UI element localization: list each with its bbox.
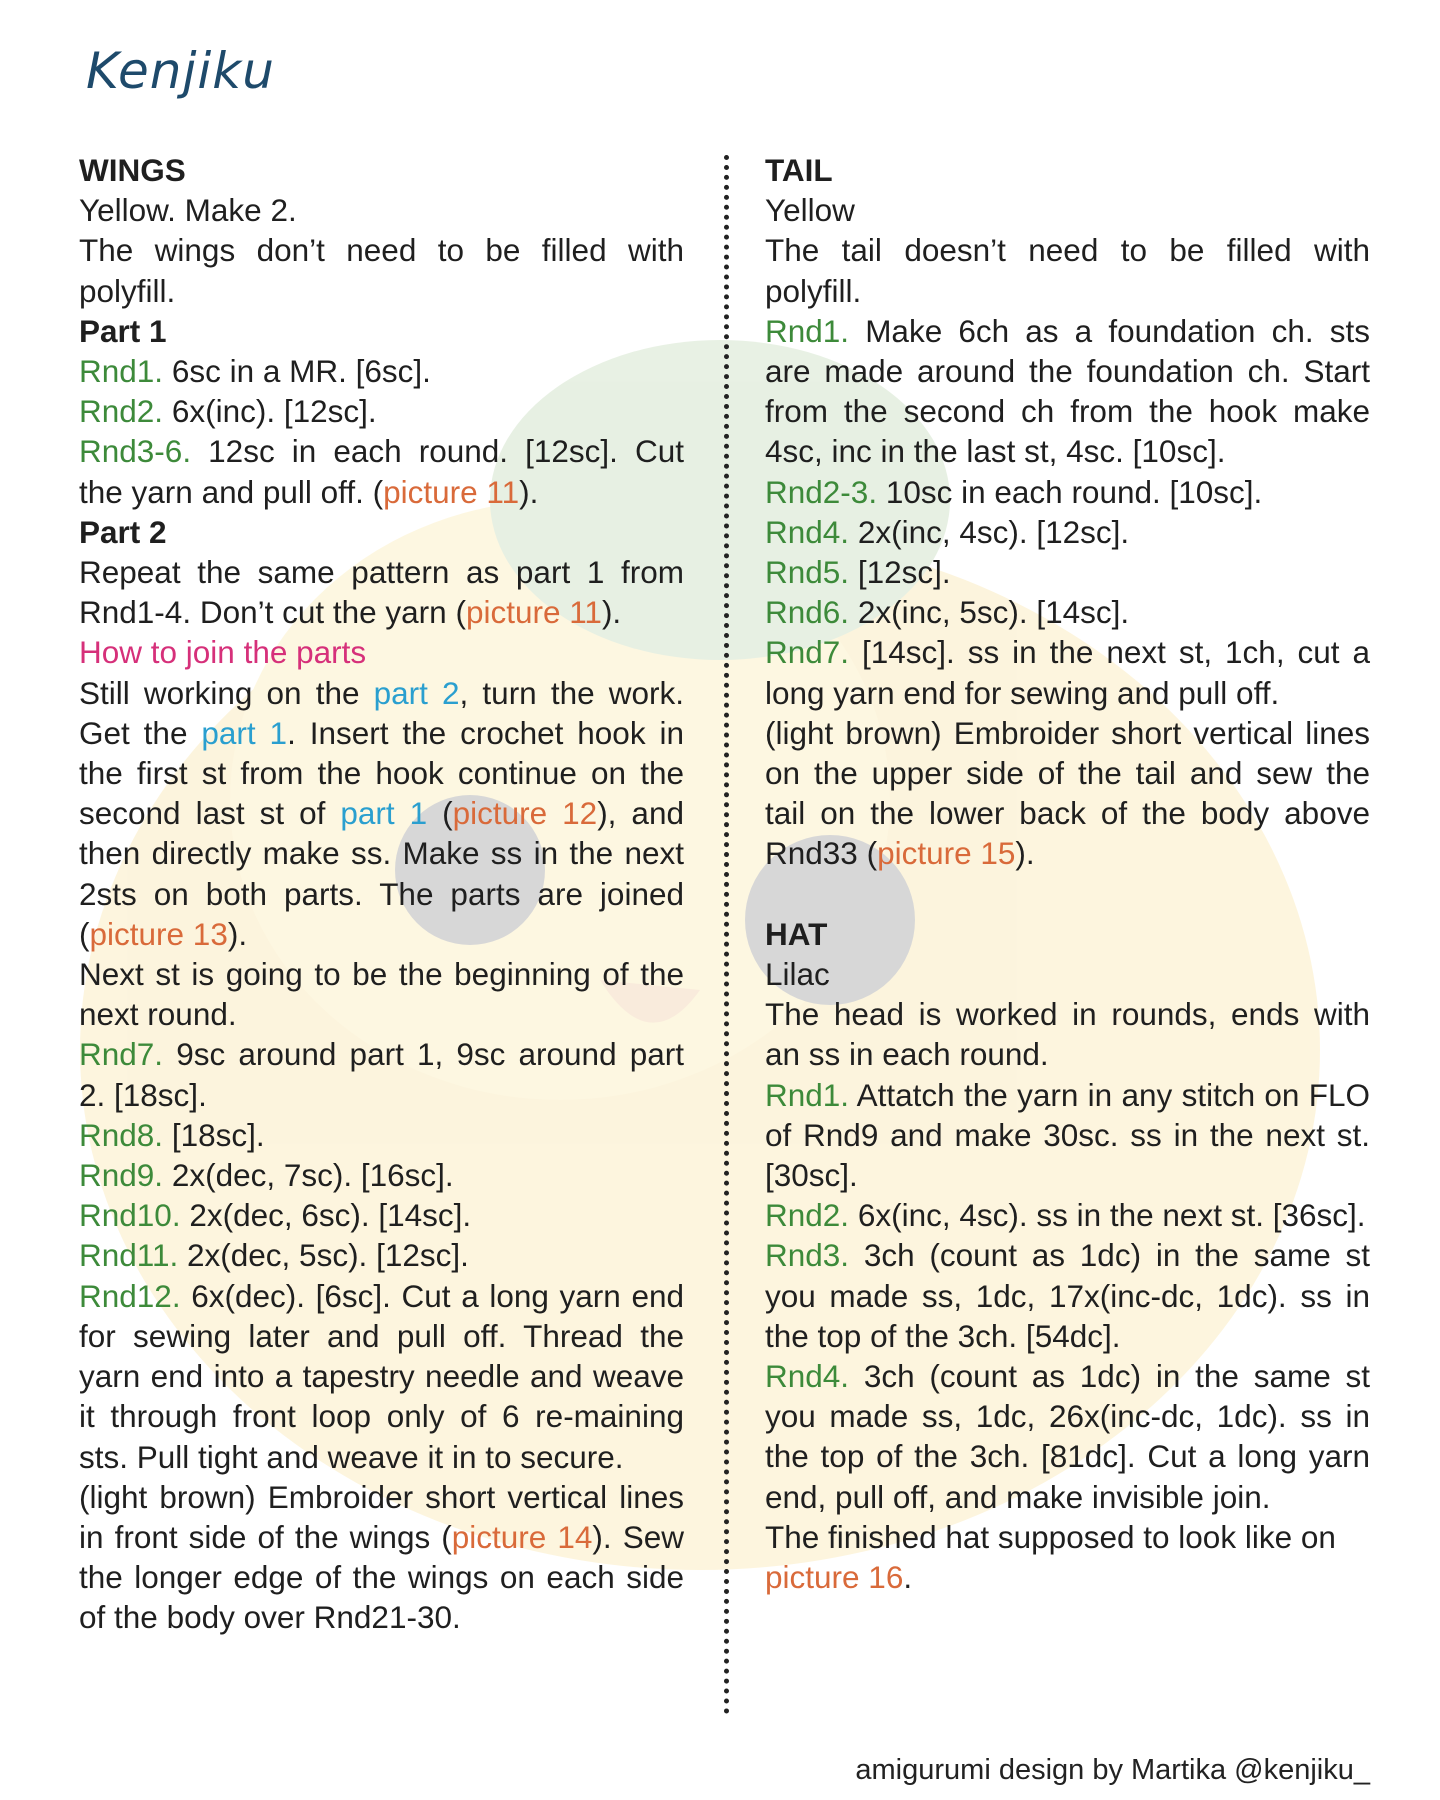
wings-round [79,1276,684,1477]
join-text: ( [427,795,453,832]
embroider-text: ). [1015,835,1035,872]
round-label: Rnd4. [765,513,850,550]
picture-reference: picture 15 [877,835,1016,872]
round-label: Rnd6. [765,594,850,631]
wings-section [79,150,684,1638]
part-reference: part 1 [201,714,288,751]
hat-round [765,1075,1370,1196]
designer-credit: amigurumi design by Martika @kenjiku_ [855,1754,1370,1786]
round-text: 2x(inc, 5sc). [14sc]. [849,594,1130,631]
finish-text: The finished hat supposed to look like on [765,1518,1336,1555]
wings-round [79,1195,684,1235]
join-title: How to join the parts [79,634,367,671]
wings-title: WINGS [79,152,186,188]
hat-round [765,1195,1370,1235]
picture-reference: picture 13 [89,915,228,952]
round-label: Rnd5. [765,554,850,591]
tail-note: The tail doesn’t need to be filled with polyfill. [765,232,1370,309]
round-text: 2x(dec, 7sc). [16sc]. [163,1157,454,1194]
round-text: 2x(inc, 4sc). [12sc]. [849,513,1130,550]
round-label: Rnd2. [79,393,164,430]
wings-round [79,1155,684,1195]
hat-note: The head is worked in rounds, ends with an ss in each round. [765,996,1370,1073]
wings-round [79,431,684,511]
tail-title: TAIL [765,152,833,188]
round-text: Make 6ch as a foundation ch. sts are made around the foundation ch. Start from the second ch from the hook make 4sc, inc in the last st, 4sc. [10sc]. [765,312,1370,470]
round-text: 2x(dec, 5sc). [12sc]. [178,1237,469,1274]
brand-logo: Kenjiku [86,42,275,100]
wings-round [79,391,684,431]
wings-note: The wings don’t need to be filled with polyfill. [79,232,684,309]
hat-round [765,1235,1370,1356]
round-text: [12sc]. [849,554,951,591]
column-divider [724,155,729,1715]
picture-reference: picture 12 [452,795,598,832]
round-label: Rnd3-6. [79,433,192,470]
round-label: Rnd8. [79,1116,164,1153]
join-text: , turn the work. Get the [79,674,684,751]
round-text: Attatch the yarn in any stitch on FLO of Rnd9 and make 30sc. ss in the next st. [30sc]. [765,1076,1370,1194]
round-text: 3ch (count as 1dc) in the same st you made ss, 1dc, 26x(inc-dc, 1dc). ss in the top of the 3ch. [81dc]. Cut a long yarn end, pull off, and make invisible join. [765,1358,1370,1515]
wings-round [79,1235,684,1275]
part-reference: part 2 [373,674,460,711]
picture-reference: picture 11 [383,473,520,510]
wings-color-line: Yellow. Make 2. [79,192,297,229]
tail-round [765,632,1370,712]
round-text: 6x(inc). [12sc]. [163,393,377,430]
tail-round [765,512,1370,552]
round-label: Rnd1. [79,353,164,390]
join-instructions [79,673,684,954]
round-text: 9sc around part 1, 9sc around part 2. [18sc]. [79,1036,684,1113]
tail-round [765,552,1370,592]
join-text: Still working on the [79,674,374,711]
hat-color-line: Lilac [765,956,830,993]
round-label: Rnd12. [79,1277,181,1314]
round-label: Rnd10. [79,1197,181,1234]
round-text: [14sc]. ss in the next st, 1ch, cut a long yarn end for sewing and pull off. [765,634,1370,711]
picture-reference: picture 14 [451,1518,593,1555]
join-text: ). [227,915,248,952]
round-text: 6x(dec). [6sc]. Cut a long yarn end for sewing later and pull off. Thread the yarn end into a tapestry needle and weave it through front loop only of 6 re-maining sts. Pull tight and weave it in to secure. [79,1277,684,1475]
tail-embroider [765,713,1370,874]
tail-color-line: Yellow [765,192,855,229]
part-reference: part 1 [340,795,428,832]
round-label: Rnd7. [79,1036,164,1073]
section-spacer [765,874,1370,914]
round-label: Rnd4. [765,1358,850,1395]
join-next-note: Next st is going to be the beginning of the next round. [79,956,684,1033]
round-label: Rnd1. [765,1076,850,1113]
tail-round [765,592,1370,632]
round-text: [18sc]. [163,1116,265,1153]
wings-embroider [79,1477,684,1638]
round-text: 3ch (count as 1dc) in the same st you made ss, 1dc, 17x(inc-dc, 1dc). ss in the top of the 3ch. [54dc]. [765,1237,1370,1354]
picture-reference: picture 11 [465,594,602,631]
round-text: 6x(inc, 4sc). ss in the next st. [36sc]. [849,1197,1366,1234]
round-text: 2x(dec, 6sc). [14sc]. [180,1197,472,1234]
round-label: Rnd11. [79,1237,179,1274]
join-text: ), and then directly make ss. Make ss in the next 2sts on both parts. The parts are joined ( [79,795,684,952]
round-label: Rnd3. [765,1237,850,1274]
round-text: 12sc in each round. [12sc]. Cut the yarn and pull off. ( [79,433,684,510]
part2-title: Part 2 [79,513,167,550]
embroider-text: (light brown) Embroider short vertical lines in front side of the wings ( [79,1478,684,1555]
embroider-text: ). Sew the longer edge of the wings on each side of the body over Rnd21-30. [79,1518,684,1636]
hat-title: HAT [765,915,828,952]
round-label: Rnd1. [765,312,850,349]
finish-text: . [903,1559,913,1596]
round-text: 6sc in a MR. [6sc]. [163,353,431,390]
tail-round [765,472,1370,512]
join-text: . Insert the crochet hook in the first st from the hook continue on the second last st of [79,714,684,832]
wings-round [79,351,684,391]
round-text-end: ). [519,473,539,510]
round-label: Rnd9. [79,1157,164,1194]
wings-round [79,1034,684,1114]
picture-reference: picture 16 [765,1559,904,1596]
round-label: Rnd2-3. [765,473,878,510]
round-label: Rnd7. [765,634,850,671]
tail-round [765,311,1370,472]
embroider-text: (light brown) Embroider short vertical lines on the upper side of the tail and sew the tail on the lower back of the body above Rnd33 ( [765,714,1370,872]
part1-title: Part 1 [79,312,167,349]
wings-round [79,1115,684,1155]
round-label: Rnd2. [765,1197,850,1234]
round-text: 10sc in each round. [10sc]. [877,473,1263,510]
part2-text [79,552,684,632]
part2-end: ). [601,594,622,631]
tail-hat-section [765,150,1370,1597]
hat-round [765,1356,1370,1517]
hat-finish [765,1517,1370,1597]
part2-body: Repeat the same pattern as part 1 from Rnd1-4. Don’t cut the yarn ( [79,554,684,631]
